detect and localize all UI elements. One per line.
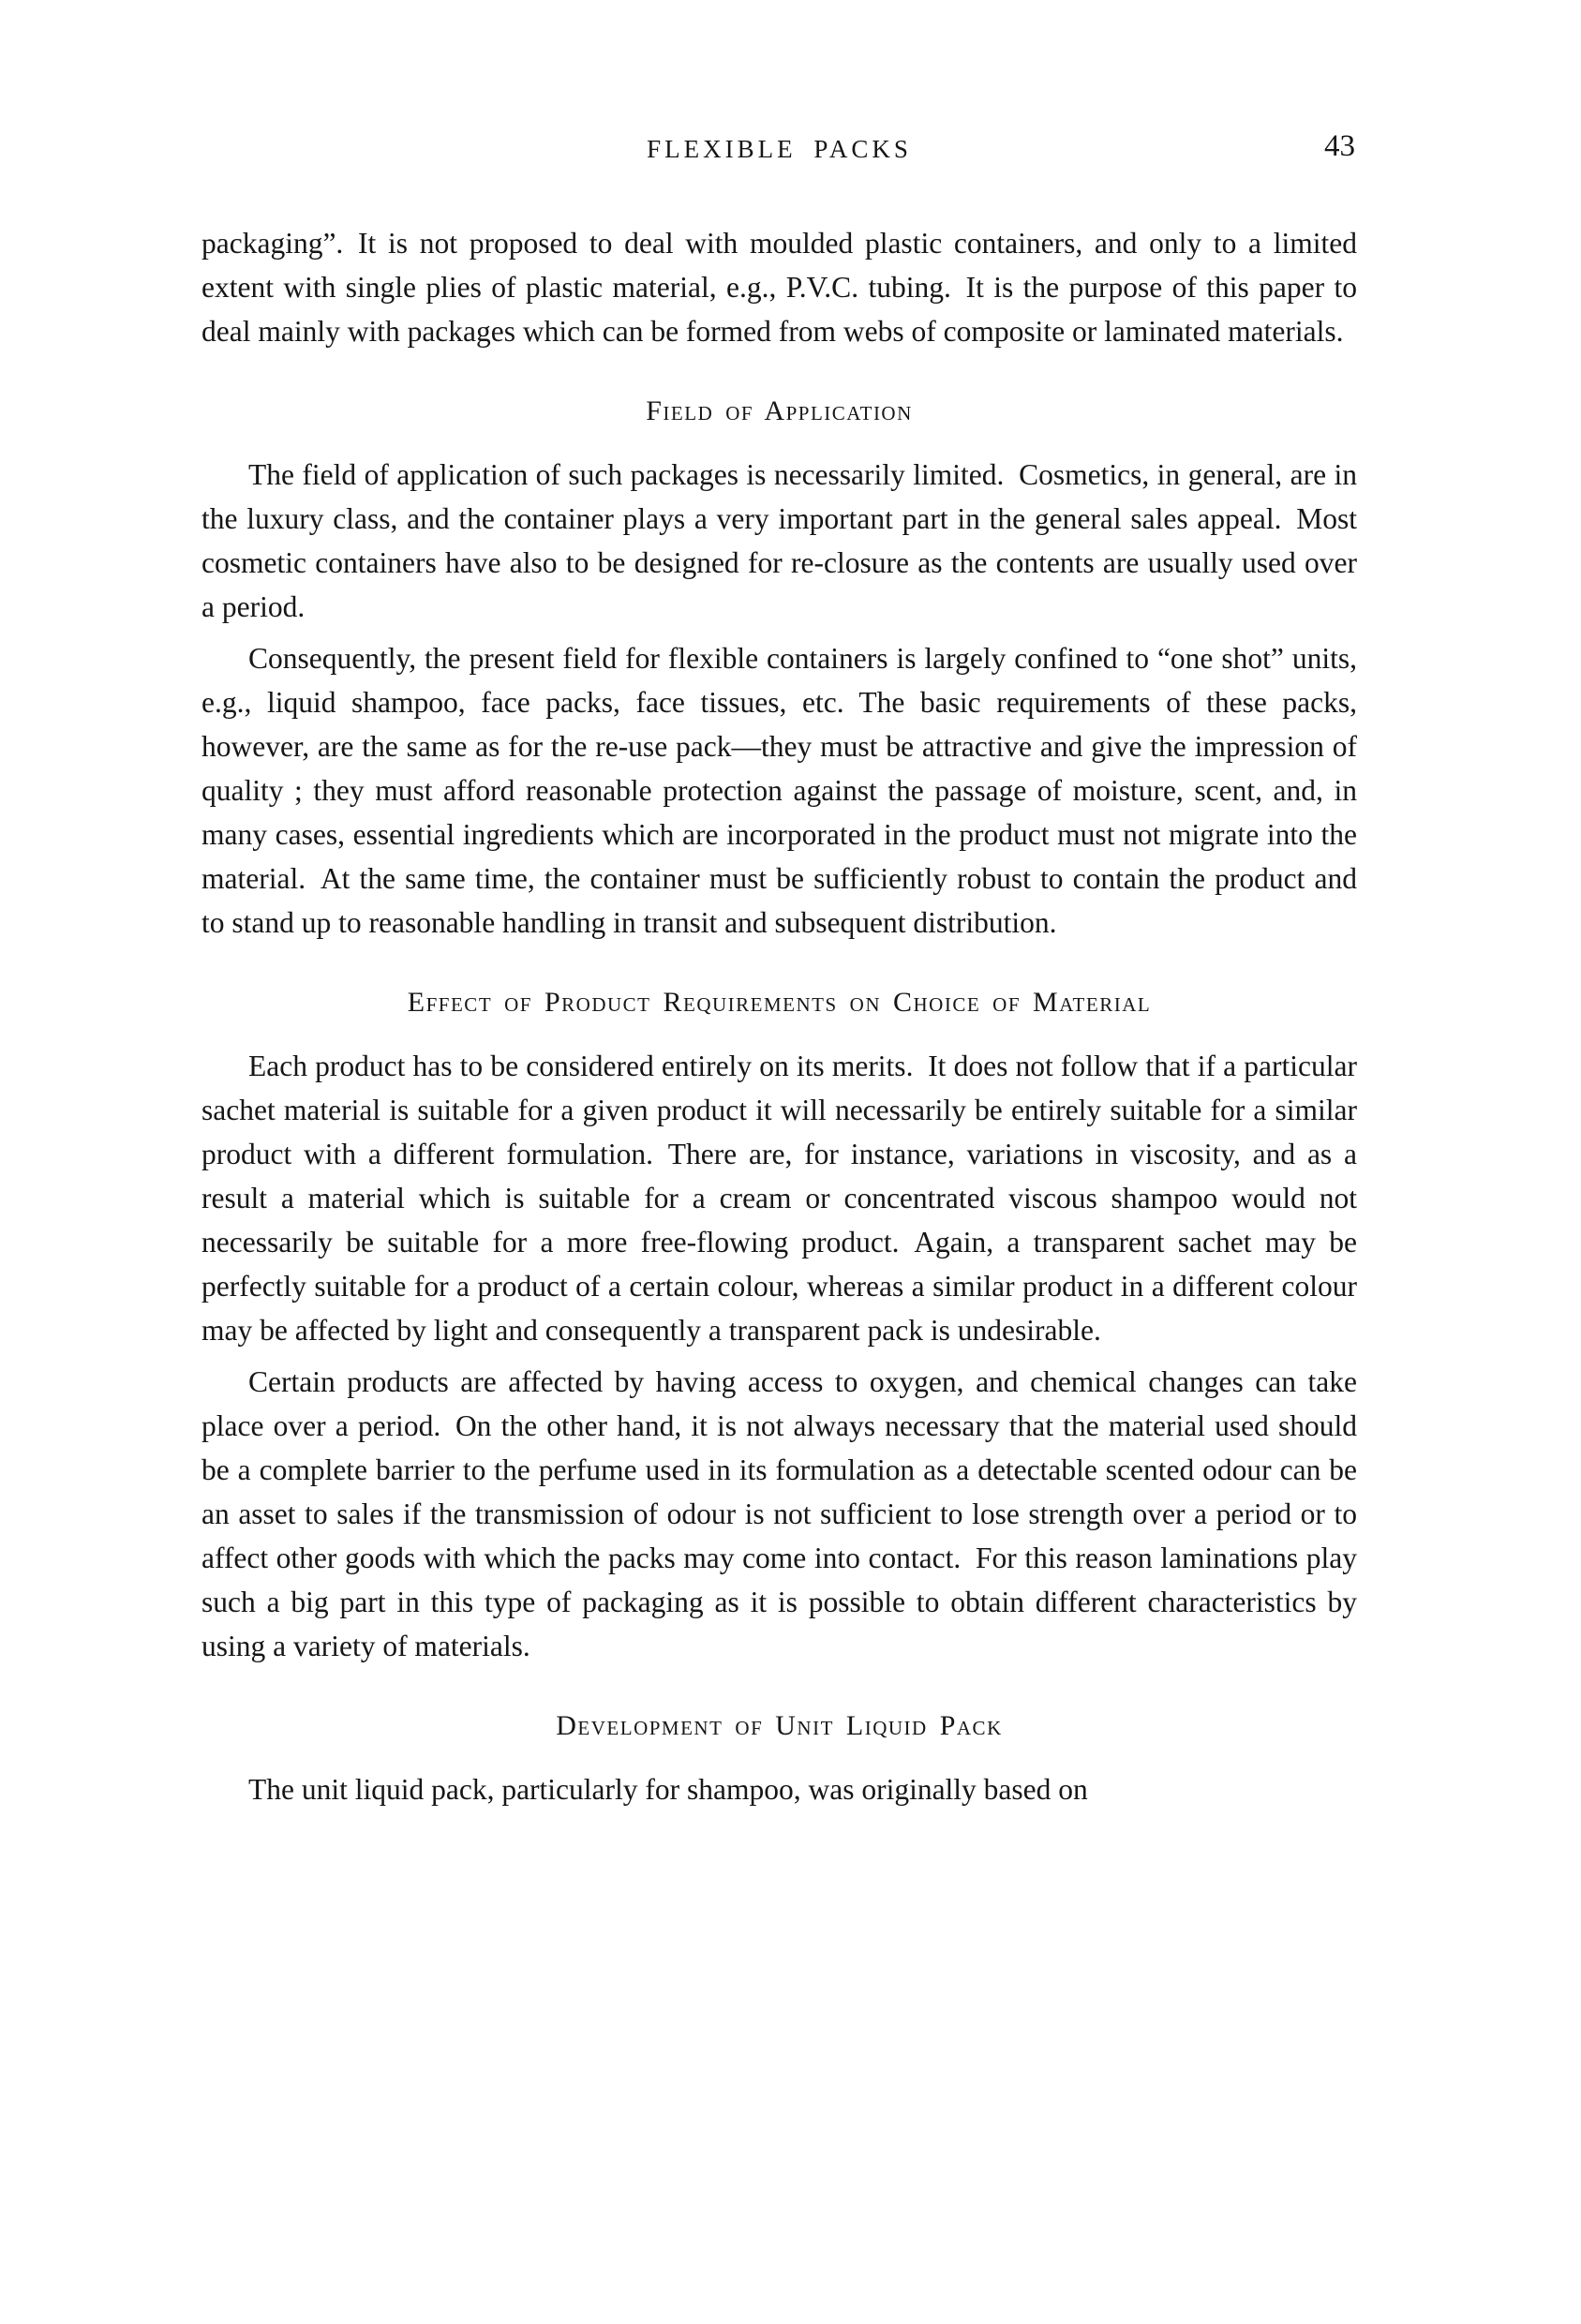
paragraph: Each product has to be considered entirely on its merits. It does not follow that if a particular sachet material is suitable for a given product it will necessarily be entirely suitable for a similar product with a different formulation. There are, for instance, variations in viscosity, and as a result a material which is suitable for a cream or concentrated viscous shampoo would not necessarily be suitable for a more free-flowing product. Again, a transparent sachet may be perfectly suitable for a product of a certain colour, whereas a similar product in a different colour may be affected by light and consequently a transparent pack is undesirable. (201, 1050, 1357, 1347)
running-header (201, 131, 1357, 171)
paragraph: The field of application of such packages is necessarily limited. Cosmetics, in general, are in the luxury class, and the container plays a very important part in the general sales appeal. Most cosmetic containers have also to be designed for re-closure as the contents are usually used over a period. (201, 458, 1357, 623)
paragraph: The unit liquid pack, particularly for shampoo, was originally based on (248, 1773, 1088, 1806)
page-body (201, 221, 1357, 1811)
paragraph: Certain products are affected by having access to oxygen, and chemical changes can take place over a period. On the other hand, it is not always necessary that the material used should be a complete barrier to the perfume used in its formulation as a detectable scented odour can be an asset to sales if the transmission of odour is not sufficient to lose strength over a period or to affect other goods with which the packs may come into contact. For this reason laminations play such a big part in this type of packaging as it is possible to obtain different characteristics by using a variety of materials. (201, 1365, 1357, 1662)
section-heading-field-of-application: Field of Application (646, 395, 913, 426)
section-heading-development-of-unit-liquid-pack: Development of Unit Liquid Pack (556, 1710, 1003, 1741)
paragraph-continuation: packaging”. It is not proposed to deal with moulded plastic containers, and only to a limited extent with single plies of plastic material, e.g., P.V.C. tubing. It is the purpose of this paper to deal mainly with packages which can be formed from webs of composite or laminated materials. (201, 227, 1357, 348)
paragraph: Consequently, the present field for flexible containers is largely confined to “one shot” units, e.g., liquid shampoo, face packs, face tissues, etc. The basic requirements of these packs, however, are the same as for the re-use pack—they must be attractive and give the impression of quality ; they must afford reasonable protection against the passage of moisture, scent, and, in many cases, essential ingredients which are incorporated in the product must not migrate into the material. At the same time, the container must be sufficiently robust to contain the product and to stand up to reasonable handling in transit and subsequent distribution. (201, 642, 1357, 939)
page-number: 43 (1324, 129, 1355, 163)
section-heading-effect-of-product-requirements: Effect of Product Requirements on Choice of Material (407, 987, 1152, 1018)
page-header-title: FLEXIBLE PACKS (647, 135, 912, 163)
